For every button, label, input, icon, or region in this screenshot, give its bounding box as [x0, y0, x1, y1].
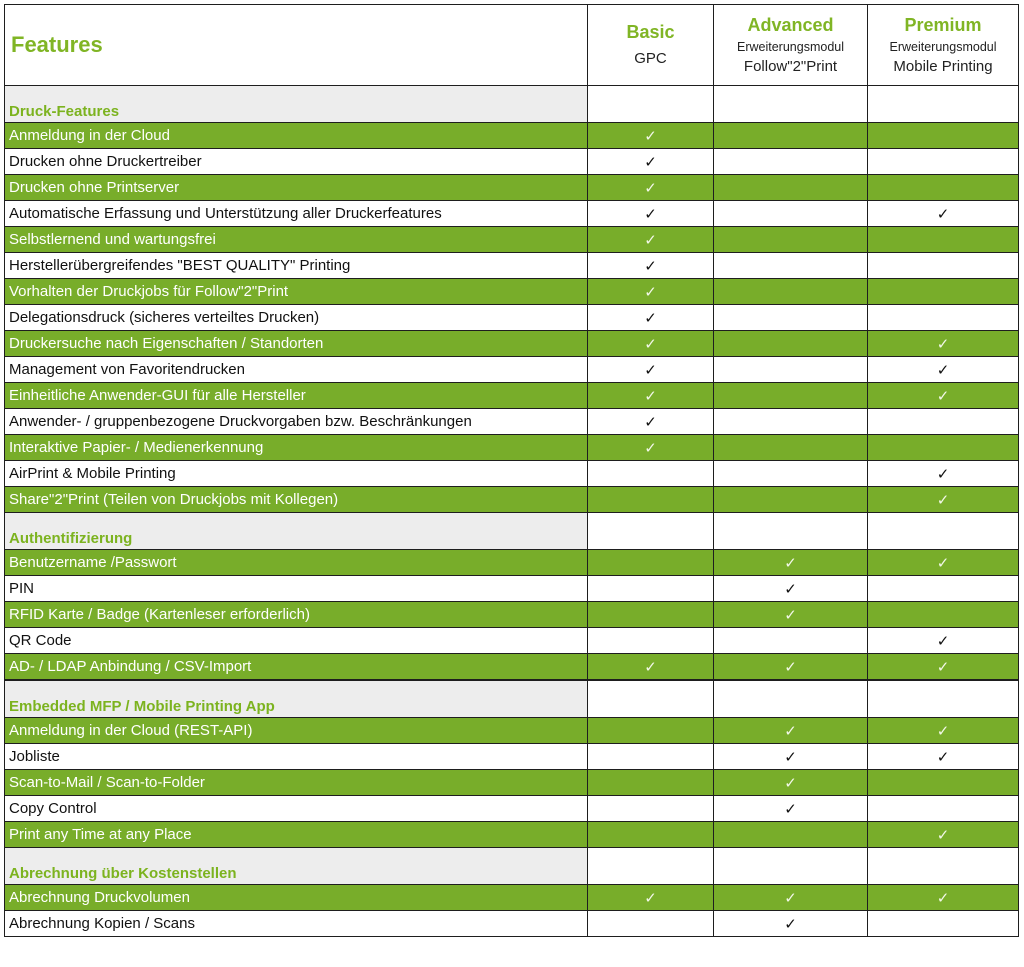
feature-label: Automatische Erfassung und Unterstützung aller Druckerfeatures	[5, 201, 588, 227]
checkmark-icon: ✓	[936, 335, 950, 353]
plan-sub-advanced: Erweiterungsmodul	[737, 40, 844, 55]
feature-label: QR Code	[5, 628, 588, 654]
feature-row	[5, 796, 1019, 822]
checkmark-icon: ✓	[644, 127, 657, 145]
checkmark-icon: ✓	[784, 915, 797, 933]
check-cell-basic	[588, 770, 714, 796]
check-cell-basic	[588, 175, 714, 201]
plan-sub2-premium: Mobile Printing	[893, 57, 993, 75]
feature-label: Druckersuche nach Eigenschaften / Standorten	[5, 331, 588, 357]
checkmark-icon: ✓	[784, 889, 797, 907]
features-header-cell	[5, 5, 588, 86]
feature-row	[5, 331, 1019, 357]
checkmark-icon: ✓	[644, 205, 657, 223]
check-cell-basic	[588, 911, 714, 937]
checkmark-icon: ✓	[936, 205, 950, 223]
feature-row	[5, 279, 1019, 305]
feature-row	[5, 461, 1019, 487]
check-cell-premium	[868, 628, 1019, 654]
check-cell-premium	[868, 487, 1019, 513]
checkmark-icon: ✓	[784, 580, 797, 598]
checkmark-icon: ✓	[644, 413, 657, 431]
check-cell-basic	[588, 461, 714, 487]
check-cell-advanced	[714, 461, 868, 487]
check-cell-premium	[868, 796, 1019, 822]
feature-row	[5, 822, 1019, 848]
check-cell-basic	[588, 409, 714, 435]
feature-row	[5, 654, 1019, 681]
feature-row	[5, 383, 1019, 409]
check-cell-premium	[868, 718, 1019, 744]
check-cell-advanced	[714, 487, 868, 513]
section-empty-cell	[588, 680, 714, 718]
section-empty-cell	[868, 680, 1019, 718]
feature-row	[5, 253, 1019, 279]
checkmark-icon: ✓	[644, 309, 657, 327]
check-cell-advanced	[714, 885, 868, 911]
check-cell-advanced	[714, 201, 868, 227]
feature-row	[5, 149, 1019, 175]
feature-row	[5, 227, 1019, 253]
feature-label: Share"2"Print (Teilen von Druckjobs mit Kollegen)	[5, 487, 588, 513]
checkmark-icon: ✓	[936, 632, 950, 650]
section-title: Abrechnung über Kostenstellen	[5, 848, 588, 885]
check-cell-basic	[588, 201, 714, 227]
check-cell-basic	[588, 279, 714, 305]
feature-label: Selbstlernend und wartungsfrei	[5, 227, 588, 253]
feature-row	[5, 576, 1019, 602]
check-cell-premium	[868, 331, 1019, 357]
checkmark-icon: ✓	[936, 491, 950, 509]
check-cell-premium	[868, 885, 1019, 911]
plan-sub-basic: GPC	[634, 49, 667, 67]
section-empty-cell	[868, 513, 1019, 550]
check-cell-premium	[868, 602, 1019, 628]
checkmark-icon: ✓	[784, 748, 797, 766]
plan-name-advanced: Advanced	[747, 14, 834, 35]
check-cell-advanced	[714, 357, 868, 383]
check-cell-premium	[868, 253, 1019, 279]
feature-label: Copy Control	[5, 796, 588, 822]
section-title: Authentifizierung	[5, 513, 588, 550]
check-cell-advanced	[714, 628, 868, 654]
section-empty-cell	[714, 86, 868, 123]
check-cell-basic	[588, 885, 714, 911]
check-cell-basic	[588, 654, 714, 681]
check-cell-advanced	[714, 822, 868, 848]
check-cell-basic	[588, 253, 714, 279]
feature-label: Delegationsdruck (sicheres verteiltes Drucken)	[5, 305, 588, 331]
check-cell-basic	[588, 227, 714, 253]
check-cell-advanced	[714, 383, 868, 409]
check-cell-premium	[868, 744, 1019, 770]
checkmark-icon: ✓	[784, 658, 797, 676]
checkmark-icon: ✓	[936, 826, 950, 844]
check-cell-basic	[588, 796, 714, 822]
checkmark-icon: ✓	[644, 889, 657, 907]
feature-label: Herstellerübergreifendes "BEST QUALITY" Printing	[5, 253, 588, 279]
check-cell-advanced	[714, 550, 868, 576]
checkmark-icon: ✓	[784, 774, 797, 792]
checkmark-icon: ✓	[644, 153, 657, 171]
feature-row	[5, 409, 1019, 435]
check-cell-advanced	[714, 305, 868, 331]
feature-label: RFID Karte / Badge (Kartenleser erforderlich)	[5, 602, 588, 628]
feature-label: Abrechnung Kopien / Scans	[5, 911, 588, 937]
check-cell-advanced	[714, 770, 868, 796]
check-cell-premium	[868, 149, 1019, 175]
check-cell-advanced	[714, 253, 868, 279]
check-cell-basic	[588, 149, 714, 175]
feature-label: Anmeldung in der Cloud (REST-API)	[5, 718, 588, 744]
check-cell-advanced	[714, 123, 868, 149]
plan-name-premium: Premium	[904, 14, 982, 35]
feature-label: Einheitliche Anwender-GUI für alle Hersteller	[5, 383, 588, 409]
check-cell-basic	[588, 822, 714, 848]
check-cell-basic	[588, 628, 714, 654]
check-cell-premium	[868, 175, 1019, 201]
plan-sub-premium: Erweiterungsmodul	[889, 40, 997, 55]
section-empty-cell	[868, 848, 1019, 885]
check-cell-advanced	[714, 576, 868, 602]
check-cell-basic	[588, 602, 714, 628]
checkmark-icon: ✓	[784, 606, 797, 624]
check-cell-premium	[868, 822, 1019, 848]
check-cell-basic	[588, 576, 714, 602]
check-cell-premium	[868, 279, 1019, 305]
check-cell-premium	[868, 576, 1019, 602]
check-cell-advanced	[714, 718, 868, 744]
section-empty-cell	[588, 848, 714, 885]
feature-label: AirPrint & Mobile Printing	[5, 461, 588, 487]
check-cell-premium	[868, 383, 1019, 409]
check-cell-advanced	[714, 149, 868, 175]
check-cell-basic	[588, 744, 714, 770]
check-cell-basic	[588, 718, 714, 744]
checkmark-icon: ✓	[644, 658, 657, 676]
check-cell-premium	[868, 305, 1019, 331]
checkmark-icon: ✓	[644, 335, 657, 353]
checkmark-icon: ✓	[936, 554, 950, 572]
feature-row	[5, 628, 1019, 654]
checkmark-icon: ✓	[644, 179, 657, 197]
section-empty-cell	[714, 513, 868, 550]
check-cell-premium	[868, 461, 1019, 487]
feature-label: Jobliste	[5, 744, 588, 770]
feature-label: Abrechnung Druckvolumen	[5, 885, 588, 911]
check-cell-premium	[868, 770, 1019, 796]
feature-label: PIN	[5, 576, 588, 602]
feature-row	[5, 744, 1019, 770]
check-cell-advanced	[714, 175, 868, 201]
feature-label: Anmeldung in der Cloud	[5, 123, 588, 149]
plan-header-premium	[868, 5, 1019, 86]
table-body	[5, 5, 1019, 937]
section-header-row	[5, 513, 1019, 550]
section-empty-cell	[588, 86, 714, 123]
check-cell-advanced	[714, 331, 868, 357]
features-title: Features	[11, 32, 103, 57]
feature-label: Interaktive Papier- / Medienerkennung	[5, 435, 588, 461]
feature-row	[5, 435, 1019, 461]
check-cell-advanced	[714, 435, 868, 461]
feature-row	[5, 885, 1019, 911]
feature-label: AD- / LDAP Anbindung / CSV-Import	[5, 654, 588, 681]
check-cell-basic	[588, 383, 714, 409]
check-cell-basic	[588, 123, 714, 149]
check-cell-premium	[868, 654, 1019, 681]
feature-row	[5, 602, 1019, 628]
checkmark-icon: ✓	[936, 722, 950, 740]
section-empty-cell	[588, 513, 714, 550]
feature-row	[5, 550, 1019, 576]
feature-label: Drucken ohne Druckertreiber	[5, 149, 588, 175]
check-cell-premium	[868, 227, 1019, 253]
section-empty-cell	[714, 680, 868, 718]
checkmark-icon: ✓	[644, 439, 657, 457]
feature-label: Management von Favoritendrucken	[5, 357, 588, 383]
feature-label: Benutzername /Passwort	[5, 550, 588, 576]
feature-row	[5, 911, 1019, 937]
check-cell-premium	[868, 550, 1019, 576]
check-cell-advanced	[714, 911, 868, 937]
feature-row	[5, 718, 1019, 744]
check-cell-premium	[868, 201, 1019, 227]
check-cell-premium	[868, 357, 1019, 383]
check-cell-advanced	[714, 227, 868, 253]
check-cell-advanced	[714, 409, 868, 435]
check-cell-basic	[588, 305, 714, 331]
checkmark-icon: ✓	[936, 658, 950, 676]
checkmark-icon: ✓	[784, 800, 797, 818]
check-cell-advanced	[714, 602, 868, 628]
feature-row	[5, 357, 1019, 383]
check-cell-basic	[588, 435, 714, 461]
feature-comparison-sheet	[4, 4, 1018, 937]
feature-row	[5, 123, 1019, 149]
check-cell-basic	[588, 487, 714, 513]
check-cell-advanced	[714, 744, 868, 770]
section-empty-cell	[868, 86, 1019, 123]
section-title: Embedded MFP / Mobile Printing App	[5, 680, 588, 718]
check-cell-premium	[868, 123, 1019, 149]
check-cell-advanced	[714, 279, 868, 305]
section-empty-cell	[714, 848, 868, 885]
plan-sub2-advanced: Follow"2"Print	[743, 57, 838, 75]
check-cell-advanced	[714, 796, 868, 822]
section-header-row	[5, 848, 1019, 885]
checkmark-icon: ✓	[644, 257, 657, 275]
check-cell-premium	[868, 911, 1019, 937]
checkmark-icon: ✓	[936, 387, 950, 405]
feature-comparison-table	[4, 4, 1019, 937]
checkmark-icon: ✓	[644, 283, 657, 301]
plan-header-advanced	[714, 5, 868, 86]
check-cell-basic	[588, 550, 714, 576]
feature-label: Scan-to-Mail / Scan-to-Folder	[5, 770, 588, 796]
feature-label: Drucken ohne Printserver	[5, 175, 588, 201]
checkmark-icon: ✓	[936, 889, 950, 907]
checkmark-icon: ✓	[784, 554, 797, 572]
section-title: Druck-Features	[5, 86, 588, 123]
checkmark-icon: ✓	[644, 231, 657, 249]
check-cell-premium	[868, 435, 1019, 461]
checkmark-icon: ✓	[936, 361, 950, 379]
check-cell-basic	[588, 331, 714, 357]
check-cell-premium	[868, 409, 1019, 435]
checkmark-icon: ✓	[644, 387, 657, 405]
check-cell-advanced	[714, 654, 868, 681]
feature-row	[5, 175, 1019, 201]
checkmark-icon: ✓	[936, 465, 950, 483]
feature-row	[5, 201, 1019, 227]
feature-row	[5, 305, 1019, 331]
feature-row	[5, 770, 1019, 796]
plan-name-basic: Basic	[626, 22, 675, 43]
check-cell-basic	[588, 357, 714, 383]
header-row	[5, 5, 1019, 86]
feature-row	[5, 487, 1019, 513]
section-header-row	[5, 680, 1019, 718]
feature-label: Print any Time at any Place	[5, 822, 588, 848]
checkmark-icon: ✓	[784, 722, 797, 740]
feature-label: Anwender- / gruppenbezogene Druckvorgaben bzw. Beschränkungen	[5, 409, 588, 435]
plan-header-basic	[588, 5, 714, 86]
feature-label: Vorhalten der Druckjobs für Follow"2"Print	[5, 279, 588, 305]
section-header-row	[5, 86, 1019, 123]
checkmark-icon: ✓	[936, 748, 950, 766]
checkmark-icon: ✓	[644, 361, 657, 379]
